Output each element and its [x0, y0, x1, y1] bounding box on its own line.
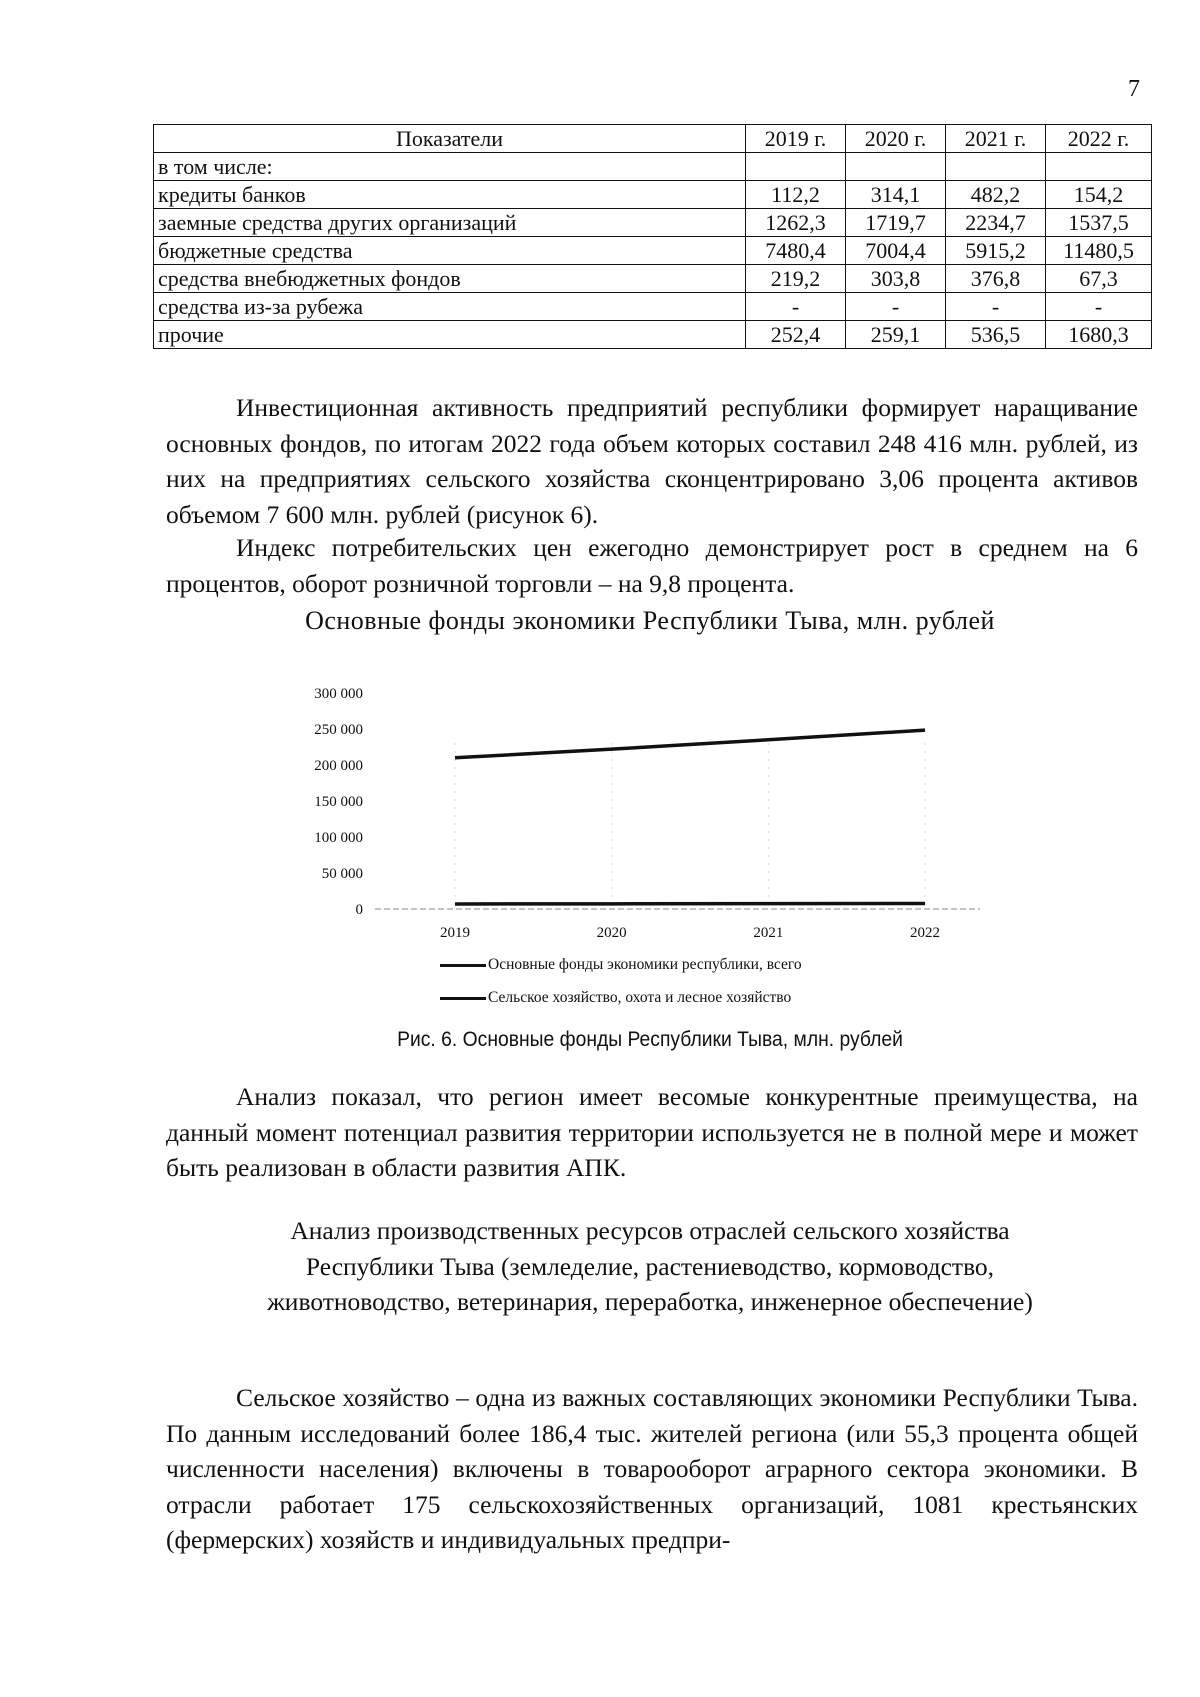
investment-table [153, 124, 1152, 349]
table-cell: 536,5 [946, 321, 1046, 349]
header-2020: 2020 г. [846, 125, 946, 153]
table-cell [1046, 153, 1152, 181]
x-tick-label: 2020 [596, 925, 627, 941]
table-cell: 7480,4 [746, 237, 846, 265]
header-indicators: Показатели [154, 125, 746, 153]
table-row [154, 237, 1152, 265]
row-label: прочие [154, 321, 746, 349]
y-tick-label: 250 000 [314, 722, 363, 738]
table-cell: 376,8 [946, 265, 1046, 293]
x-tick-label: 2021 [753, 925, 784, 941]
table-cell: - [846, 293, 946, 321]
series-line-0 [455, 730, 925, 758]
table-row [154, 153, 1152, 181]
row-label: средства из-за рубежа [154, 293, 746, 321]
table-row [154, 293, 1152, 321]
fixed-assets-chart [280, 670, 1000, 950]
x-tick-label: 2022 [910, 925, 940, 941]
table-row [154, 321, 1152, 349]
table-cell: - [1046, 293, 1152, 321]
y-tick-label: 100 000 [314, 830, 363, 846]
header-2022: 2022 г. [1046, 125, 1152, 153]
page-number: 7 [1128, 76, 1140, 102]
table-row [154, 265, 1152, 293]
legend-label: Основные фонды экономики республики, всего [488, 956, 802, 973]
x-tick-label: 2019 [440, 925, 470, 941]
row-label: заемные средства других организаций [154, 209, 746, 237]
table-cell: 5915,2 [946, 237, 1046, 265]
table-cell: 7004,4 [846, 237, 946, 265]
y-tick-label: 300 000 [314, 686, 363, 702]
header-2019: 2019 г. [746, 125, 846, 153]
table-cell: 11480,5 [1046, 237, 1152, 265]
row-label: бюджетные средства [154, 237, 746, 265]
y-tick-label: 200 000 [314, 758, 363, 774]
table-row [154, 209, 1152, 237]
table-cell: - [746, 293, 846, 321]
section-heading: Анализ производственных ресурсов отраслей сельского хозяйства Республики Тыва (земледелие, растениеводство, кормоводство, животноводство, ветеринария, переработка, инженерное обеспечение) [267, 1216, 1033, 1316]
table-cell: 303,8 [846, 265, 946, 293]
table-header-row [154, 125, 1152, 153]
table-cell: 154,2 [1046, 181, 1152, 209]
table-cell: 1537,5 [1046, 209, 1152, 237]
figure-caption: Рис. 6. Основные фонды Республики Тыва, млн. рублей [397, 1028, 903, 1051]
table-cell: 482,2 [946, 181, 1046, 209]
legend-label: Сельское хозяйство, охота и лесное хозяйство [488, 989, 792, 1006]
table-cell: 112,2 [746, 181, 846, 209]
table-cell: 252,4 [746, 321, 846, 349]
table-cell [946, 153, 1046, 181]
table-row [154, 181, 1152, 209]
legend-item-total [440, 956, 802, 974]
paragraph-analysis: Анализ показал, что регион имеет весомые конкурентные преимущества, на данный момент потенциал развития территории используется не в полной мере и может быть реализован в области развития АПК. [166, 1082, 1138, 1182]
row-label: средства внебюджетных фондов [154, 265, 746, 293]
table-cell: 259,1 [846, 321, 946, 349]
paragraph-price-index: Индекс потребительских цен ежегодно демонстрирует рост в среднем на 6 процентов, оборот розничной торговли – на 9,8 процента. [166, 533, 1138, 598]
paragraph-investment: Инвестиционная активность предприятий республики формирует наращивание основных фондов, по итогам 2022 года объем которых составил 248 416 млн. рублей, из них на предприятиях сельского хозяйства сконцентрировано 3,06 процента активов объемом 7 600 млн. рублей (рисунок 6). [166, 393, 1138, 529]
table-cell: 1680,3 [1046, 321, 1152, 349]
table-cell: - [946, 293, 1046, 321]
table-cell [846, 153, 946, 181]
table-cell: 2234,7 [946, 209, 1046, 237]
legend-swatch [440, 964, 486, 967]
table-cell [746, 153, 846, 181]
y-tick-label: 0 [355, 902, 363, 918]
row-label: кредиты банков [154, 181, 746, 209]
row-label: в том числе: [154, 153, 746, 181]
table-cell: 314,1 [846, 181, 946, 209]
paragraph-agriculture: Сельское хозяйство – одна из важных составляющих экономики Республики Тыва. По данным исследований более 186,4 тыс. жителей региона (или 55,3 процента общей численности населения) включены в товарооборот аграрного сектора экономики. В отрасли работает 175 сельскохозяйственных организаций, 1081 крестьянских (фермерских) хозяйств и индивидуальных предпри- [166, 1383, 1138, 1554]
header-2021: 2021 г. [946, 125, 1046, 153]
table-cell: 67,3 [1046, 265, 1152, 293]
legend-item-agriculture [440, 989, 791, 1007]
table-cell: 1719,7 [846, 209, 946, 237]
table-cell: 219,2 [746, 265, 846, 293]
legend-swatch [440, 997, 486, 1000]
y-tick-label: 150 000 [314, 794, 363, 810]
table-cell: 1262,3 [746, 209, 846, 237]
chart-title: Основные фонды экономики Республики Тыва, млн. рублей [305, 606, 995, 635]
y-tick-label: 50 000 [321, 866, 363, 882]
